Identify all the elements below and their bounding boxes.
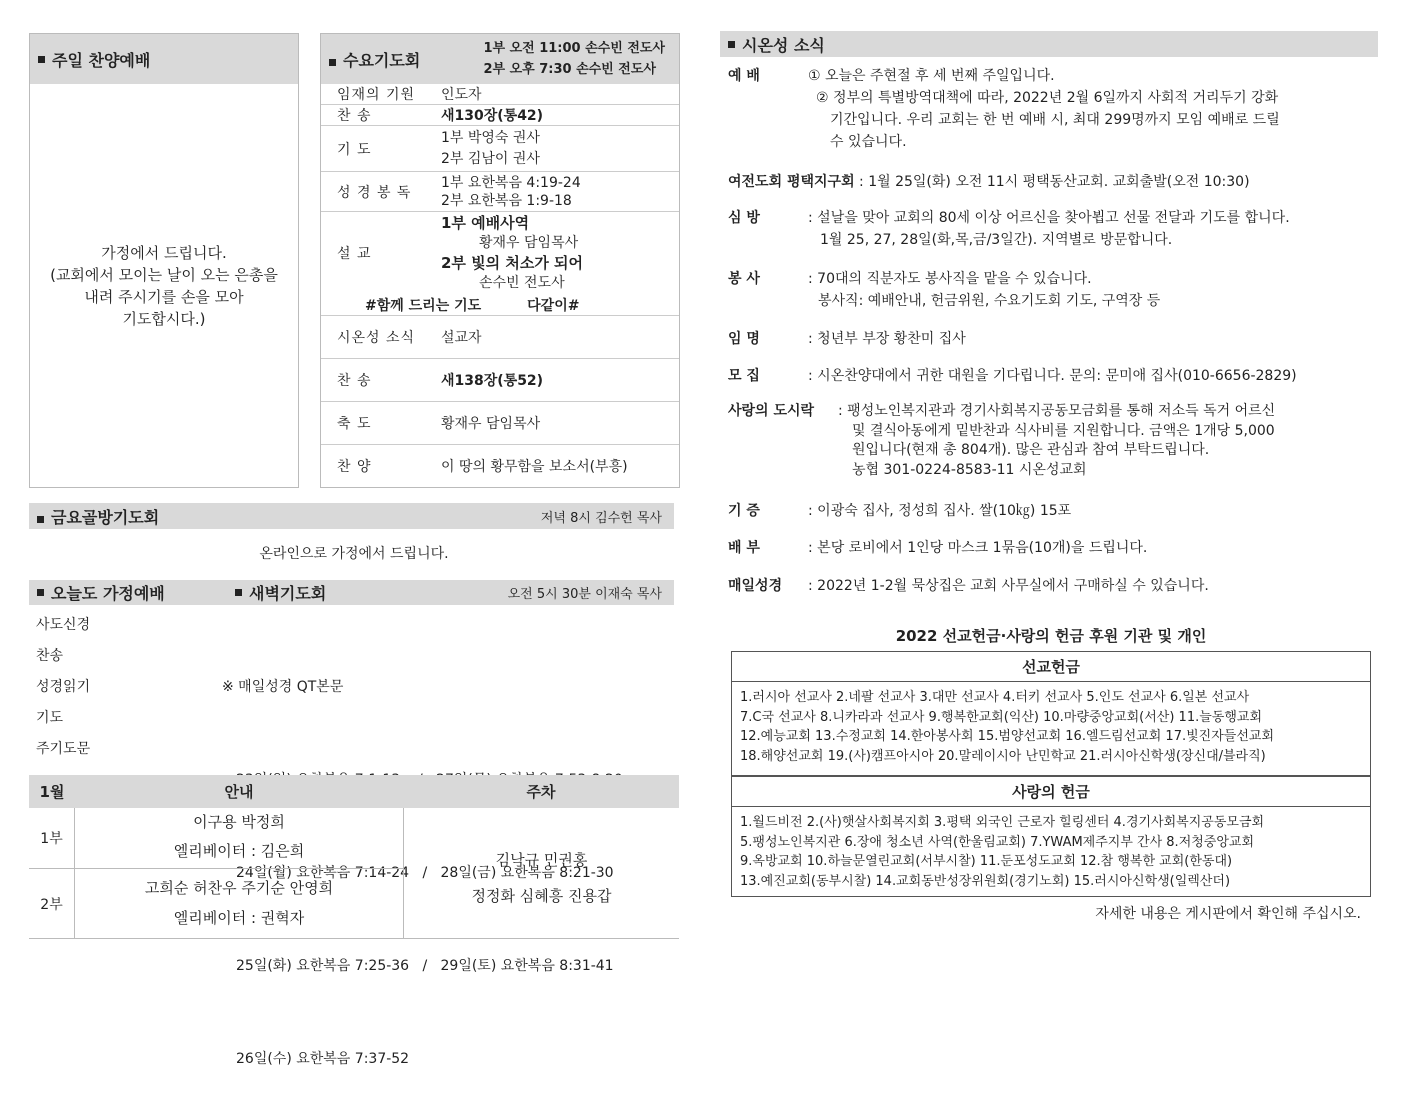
news-title: 시온성 소식 — [742, 35, 825, 55]
love-offering-box — [731, 776, 1371, 897]
sunday-line: (교회에서 모이는 날이 오는 은총을 — [50, 266, 278, 284]
dawn-line: 25일(화) 요한복음 7:25-36 / 29일(토) 요한복음 8:31-41 — [236, 958, 614, 974]
support-footer: 자세한 내용은 게시판에서 확인해 주십시오. — [1095, 906, 1361, 922]
news-key: 임 명 — [728, 331, 760, 347]
order-label: 축 도 — [337, 416, 372, 432]
friday-time: 저녁 8시 김수헌 목사 — [540, 510, 662, 526]
friday-body: 온라인으로 가정에서 드립니다. — [259, 546, 449, 562]
home-dawn-header — [29, 580, 674, 605]
friday-header — [29, 503, 674, 529]
news-text: : 본당 로비에서 1인당 마스크 1묶음(10개)을 드립니다. — [808, 540, 1148, 556]
order-row — [321, 84, 679, 105]
order-label: 시온성 소식 — [337, 330, 416, 346]
news-donate — [728, 500, 1378, 522]
guide-row-2 — [29, 869, 403, 939]
guide-elevator: 엘리베이터 : 김은희 — [173, 842, 305, 860]
mission-line: 18.해양선교회 19.(사)캠프아시아 20.말레이시아 난민학교 21.러시아신학생(장신대/블라직) — [740, 748, 1266, 764]
together-prayer-row — [321, 294, 679, 316]
guide-table — [29, 775, 679, 939]
sermon-preacher-2: 손수빈 전도사 — [479, 275, 565, 291]
news-recruit — [728, 365, 1378, 387]
news-appoint — [728, 328, 1378, 350]
guide-row-label: 2부 — [29, 869, 75, 939]
news-text: 기간입니다. 우리 교회는 한 번 예배 시, 최대 299명까지 모임 예배로 드릴 — [830, 112, 1280, 128]
news-visit — [728, 207, 1378, 251]
news-text: : 설날을 맞아 교회의 80세 이상 어르신을 찾아뵙고 선물 전달과 기도를 합니다. — [808, 210, 1290, 226]
news-women — [728, 171, 1378, 193]
guide-names: 이구용 박정희 — [193, 813, 285, 831]
guide-row-1 — [29, 808, 403, 869]
news-distribute — [728, 537, 1378, 559]
news-key: 기 증 — [728, 503, 760, 519]
order-row — [321, 212, 679, 294]
news-account: 농협 301-0224-8583-11 시온성교회 — [852, 461, 1087, 478]
sunday-worship-header — [30, 34, 298, 84]
mission-line: 7.C국 선교사 8.니카라과 선교사 9.행복한교회(익산) 10.마량중앙교회(서산) 11.늘동행교회 — [740, 709, 1263, 725]
news-text: ② 정부의 특별방역대책에 따라, 2022년 2월 6일까지 사회적 거리두기 강화 — [816, 90, 1279, 106]
guide-header: 안내 — [224, 783, 254, 801]
sermon-preacher-1: 황재우 담임목사 — [479, 235, 579, 251]
love-line: 5.팽성노인복지관 6.장애 청소년 사역(한울림교회) 7.YWAM제주지부 간사 8.저청중앙교회 — [740, 834, 1255, 850]
order-value: 2부 요한복음 1:9-18 — [441, 192, 572, 209]
news-daily-bible — [728, 575, 1378, 597]
together-prayer-label: #함께 드리는 기도 — [365, 297, 482, 314]
order-value: 황재우 담임목사 — [441, 416, 541, 432]
order-value: 설교자 — [441, 330, 482, 346]
news-key: 배 부 — [728, 540, 760, 556]
news-text: : 시온찬양대에서 귀한 대원을 기다립니다. 문의: 문미애 집사(010-6656-2829) — [808, 368, 1297, 384]
news-text: 수 있습니다. — [830, 134, 907, 150]
news-lunchbox — [728, 402, 1378, 480]
news-text: : 2022년 1-2월 묵상집은 교회 사무실에서 구매하실 수 있습니다. — [808, 578, 1209, 594]
sunday-line: 가정에서 드립니다. — [101, 244, 227, 262]
wednesday-time-2: 2부 오후 7:30 손수빈 전도사 — [483, 62, 656, 77]
guide-month: 1월 — [39, 783, 65, 801]
home-worship-list — [36, 610, 90, 765]
order-row — [321, 402, 679, 445]
bullet-square-icon — [728, 41, 735, 48]
order-value: 1부 요한복음 4:19-24 — [441, 174, 581, 191]
mission-line: 12.예능교회 13.수정교회 14.한아봉사회 15.범양선교회 16.엘드림선교회 17.빛진자들선교회 — [740, 729, 1275, 744]
wednesday-time-1: 1부 오전 11:00 손수빈 전도사 — [483, 41, 665, 56]
sunday-worship-body — [30, 242, 298, 330]
order-value: 이 땅의 황무함을 보소서(부흥) — [441, 458, 628, 475]
list-item: 성경읽기 — [36, 679, 91, 695]
order-label: 찬 양 — [337, 458, 372, 475]
order-row — [321, 126, 679, 172]
dawn-note: ※ 매일성경 QT본문 — [222, 679, 344, 695]
order-value: 1부 박영숙 권사 — [441, 129, 540, 146]
bullet-square-icon — [38, 56, 45, 63]
news-text: 봉사직: 예배안내, 헌금위원, 수요기도회 기도, 구역장 등 — [818, 293, 1161, 309]
news-text: : 팽성노인복지관과 경기사회복지공동모금회를 통해 저소득 독거 어르신 — [838, 403, 1276, 419]
mission-line: 1.러시아 선교사 2.네팔 선교사 3.대만 선교사 4.터키 선교사 5.인도 선교사 6.일본 선교사 — [740, 690, 1250, 705]
list-item: 기도 — [36, 710, 64, 726]
guide-names: 고희순 허찬우 주기순 안영희 — [144, 879, 334, 897]
parking-names: 김낙규 민권홍 — [495, 851, 588, 869]
bullet-square-icon — [37, 589, 44, 596]
together-prayer-value: 다같이# — [527, 297, 580, 314]
order-value: 2부 김남이 권사 — [441, 150, 540, 167]
guide-elevator: 엘리베이터 : 권혁자 — [173, 909, 305, 927]
parking-cell — [403, 808, 679, 938]
love-line: 1.월드비전 2.(사)햇살사회복지회 3.평택 외국인 근로자 힐링센터 4.경기사회복지공동모금회 — [740, 815, 1265, 830]
news-text: 원입니다(현재 총 804개). 많은 관심과 참여 부탁드립니다. — [852, 442, 1210, 458]
sunday-worship-box — [29, 33, 299, 488]
order-label: 성 경 봉 독 — [337, 184, 412, 201]
order-value: 새130장(통42) — [441, 108, 544, 124]
guide-header-row — [29, 775, 679, 808]
order-row — [321, 359, 679, 402]
dawn-line: 26일(수) 요한복음 7:37-52 — [236, 1051, 410, 1067]
sunday-line: 기도합시다.) — [122, 310, 206, 328]
support-title: 2022 선교헌금·사랑의 헌금 후원 기관 및 개인 — [895, 627, 1207, 645]
order-label: 기 도 — [337, 141, 372, 158]
order-label: 임재의 기원 — [337, 87, 416, 103]
news-worship — [728, 65, 1378, 153]
news-text: : 청년부 부장 황찬미 집사 — [808, 331, 966, 347]
list-item: 찬송 — [36, 648, 64, 664]
love-line: 13.예진교회(동부시찰) 14.교회동반성장위원회(경기노회) 15.러시아신학생(일렉산더) — [740, 873, 1231, 889]
mission-offering-box — [731, 651, 1371, 776]
news-text: : 1월 25일(화) 오전 11시 평택동산교회. 교회출발(오전 10:30) — [859, 174, 1250, 190]
news-key: 심 방 — [728, 210, 760, 226]
order-value: 새138장(통52) — [441, 373, 544, 389]
news-text: ① 오늘은 주현절 후 세 번째 주일입니다. — [808, 68, 1055, 84]
dawn-line: 24일(월) 요한복음 7:14-24 / 28일(금) 요한복음 8:21-30 — [236, 865, 614, 881]
news-service — [728, 268, 1378, 312]
news-text: : 70대의 직분자도 봉사직을 맡을 수 있습니다. — [808, 271, 1092, 287]
parking-header: 주차 — [526, 783, 556, 801]
order-row — [321, 445, 679, 486]
news-key: 여전도회 평택지구회 — [728, 174, 855, 190]
news-key: 매일성경 — [728, 578, 783, 594]
order-label: 찬 송 — [337, 373, 372, 389]
order-row — [321, 105, 679, 126]
home-worship-title: 오늘도 가정예배 — [51, 584, 165, 603]
love-line: 9.옥방교회 10.하늘문열린교회(서부시찰) 11.둔포성도교회 12.참 행복한 교회(한동대) — [740, 854, 1233, 869]
order-label: 설 교 — [337, 246, 372, 262]
order-label: 찬 송 — [337, 108, 372, 124]
news-text: : 이광숙 집사, 정성희 집사. 쌀(10㎏) 15포 — [808, 503, 1072, 519]
news-text: 및 결식아동에게 밑반찬과 식사비를 지원합니다. 금액은 1개당 5,000 — [852, 422, 1275, 439]
sermon-title-1: 1부 예배사역 — [441, 214, 530, 232]
news-key: 사랑의 도시락 — [728, 403, 815, 419]
guide-row-label: 1부 — [29, 808, 75, 868]
news-key: 예 배 — [728, 68, 760, 84]
order-row — [321, 172, 679, 212]
news-text: 1월 25, 27, 28일(화,목,금/3일간). 지역별로 방문합니다. — [820, 232, 1173, 248]
wednesday-prayer-box — [320, 33, 680, 488]
sunday-worship-title: 주일 찬양예배 — [52, 50, 151, 70]
news-key: 모 집 — [728, 368, 760, 384]
love-offering-title: 사랑의 헌금 — [732, 776, 1370, 807]
wednesday-title: 수요기도회 — [343, 50, 421, 70]
dawn-prayer-title: 새벽기도회 — [249, 584, 327, 603]
mission-offering-title: 선교헌금 — [732, 652, 1370, 682]
order-value: 인도자 — [441, 87, 482, 103]
list-item: 사도신경 — [36, 617, 91, 633]
bullet-square-icon — [37, 516, 44, 523]
order-row — [321, 316, 679, 359]
bullet-square-icon — [329, 59, 336, 66]
friday-title: 금요골방기도회 — [51, 507, 160, 527]
sunday-line: 내려 주시기를 손을 모아 — [84, 288, 244, 306]
news-header — [720, 31, 1378, 57]
bullet-square-icon — [235, 589, 242, 596]
parking-names: 정정화 심혜흥 진용갑 — [471, 887, 612, 905]
sermon-title-2: 2부 빛의 처소가 되어 — [441, 254, 584, 272]
news-key: 봉 사 — [728, 271, 760, 287]
dawn-time: 오전 5시 30분 이재숙 목사 — [507, 587, 662, 602]
list-item: 주기도문 — [36, 741, 91, 757]
wednesday-header — [321, 34, 679, 84]
